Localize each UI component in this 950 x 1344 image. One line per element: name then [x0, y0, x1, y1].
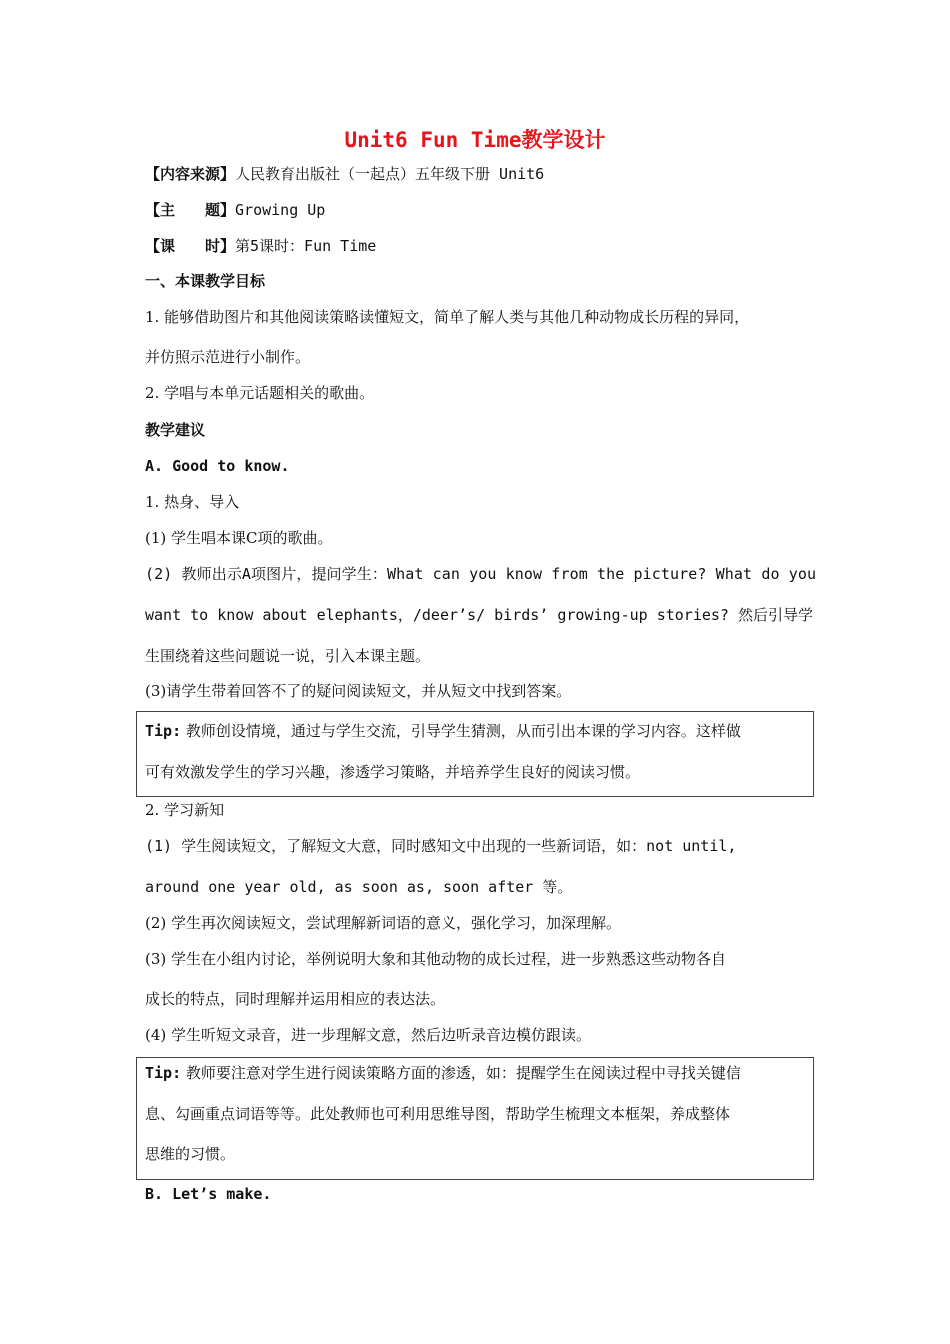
meta-source-label: 【内容来源】: [145, 165, 236, 183]
step-2-item-2: (2) 学生再次阅读短文，尝试理解新词语的意义，强化学习，加深理解。: [145, 914, 622, 932]
step-2-item-4: (4) 学生听短文录音，进一步理解文意，然后边听录音边模仿跟读。: [145, 1026, 592, 1044]
section-heading-goals: 一、本课教学目标: [145, 272, 266, 290]
meta-topic-label: 【主 题】: [145, 201, 236, 219]
tip-2-line-1: [145, 1063, 810, 1083]
tip-1-line-2: 可有效激发学生的学习兴趣，渗透学习策略，并培养学生良好的阅读习惯。: [145, 763, 641, 781]
meta-source-value: 人民教育出版社（一起点）五年级下册 Unit6: [235, 165, 545, 183]
step-2-item-3-line-2: 成长的特点，同时理解并运用相应的表达法。: [145, 990, 446, 1008]
goal-1-line-2: 并仿照示范进行小制作。: [145, 348, 311, 366]
meta-period-value: 第5课时：Fun Time: [235, 237, 377, 255]
tip-box-1: [136, 711, 814, 797]
step-1-item-1: (1) 学生唱本课C项的歌曲。: [145, 529, 333, 547]
section-heading-suggestions: 教学建议: [145, 421, 206, 439]
part-b-heading: B. Let’s make.: [145, 1185, 272, 1203]
step-2-item-3-line-1: (3) 学生在小组内讨论，举例说明大象和其他动物的成长过程，进一步熟悉这些动物各自: [145, 950, 727, 968]
document-title: Unit6 Fun Time教学设计: [344, 128, 606, 152]
tip-box-2: [136, 1057, 814, 1180]
tip-2-line-2: 息、勾画重点词语等等。此处教师也可利用思维导图，帮助学生梳理文本框架，养成整体: [145, 1105, 731, 1123]
step-2-item-1-line-2: around one year old, as soon as, soon after 等。: [145, 878, 573, 896]
part-a-heading: A. Good to know.: [145, 457, 290, 475]
step-1-heading: 1. 热身、导入: [145, 493, 240, 511]
step-1-item-2-line-2: want to know about elephants，/deer’s/ birds’ growing-up stories? 然后引导学: [145, 606, 813, 624]
step-1-item-3: (3)请学生带着回答不了的疑问阅读短文，并从短文中找到答案。: [145, 682, 572, 700]
meta-topic-value: Growing Up: [235, 201, 326, 219]
meta-period: [145, 236, 815, 256]
tip-1-line-1: [145, 721, 810, 741]
step-1-item-2-line-3: 生围绕着这些问题说一说，引入本课主题。: [145, 647, 431, 665]
goal-1-line-1: 1. 能够借助图片和其他阅读策略读懂短文，简单了解人类与其他几种动物成长历程的异同，: [145, 308, 750, 326]
step-1-item-2-line-1: (2) 教师出示A项图片，提问学生：What can you know from the picture? What do you: [145, 565, 817, 583]
meta-topic: [145, 200, 815, 220]
goal-2: 2. 学唱与本单元话题相关的歌曲。: [145, 384, 375, 402]
step-2-heading: 2. 学习新知: [145, 801, 225, 819]
tip-1-text-1: 教师创设情境，通过与学生交流，引导学生猜测，从而引出本课的学习内容。这样做: [181, 722, 741, 740]
step-2-item-1-line-1: (1) 学生阅读短文，了解短文大意，同时感知文中出现的一些新词语，如：not until,: [145, 837, 737, 855]
tip-1-label: Tip:: [145, 722, 182, 740]
meta-source: [145, 164, 815, 184]
tip-2-line-3: 思维的习惯。: [145, 1145, 236, 1163]
tip-2-label: Tip:: [145, 1064, 182, 1082]
tip-2-text-1: 教师要注意对学生进行阅读策略方面的渗透，如：提醒学生在阅读过程中寻找关键信: [181, 1064, 741, 1082]
meta-period-label: 【课 时】: [145, 237, 236, 255]
